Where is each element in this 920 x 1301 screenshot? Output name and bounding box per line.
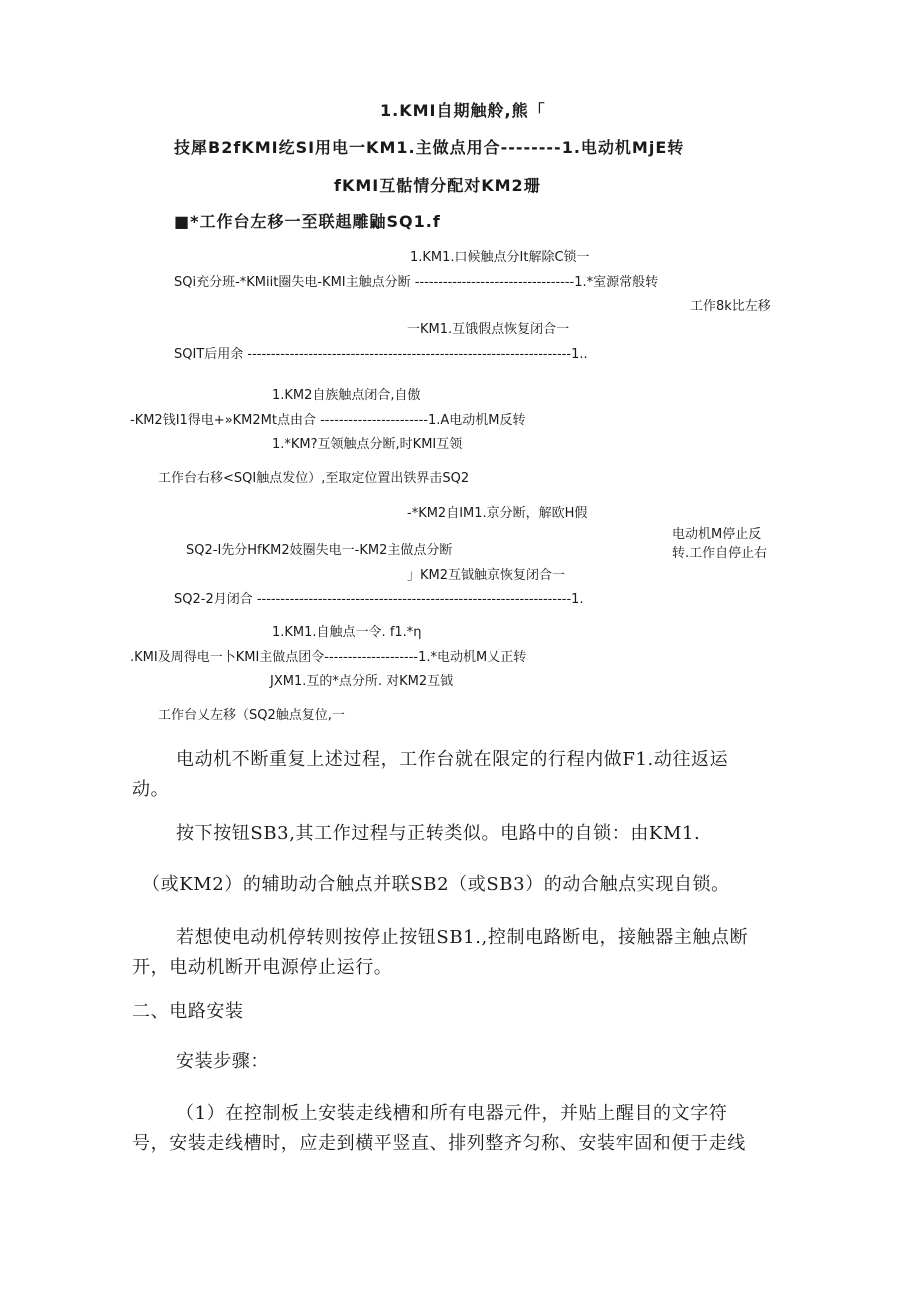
diagram-line: 电动机M停止反 — [672, 527, 762, 542]
diagram-line: JXM1.互的*点分所. 对KM2互钺 — [270, 674, 454, 689]
paragraph-line: 动。 — [132, 779, 170, 800]
diagram-line: -KM2钱I1得电+»KM2Mt点由合 -----------------------1.A电动机M反转 — [130, 413, 526, 428]
diagram-line: -*KM2自IM1.京分断，解欧H假 — [407, 506, 588, 521]
paragraph-step-1 — [132, 1099, 794, 1159]
steps-heading — [132, 1047, 794, 1077]
diagram-line: 1.KM1.口候触点分It解除C锁一 — [410, 250, 590, 265]
paragraph-line: 按下按钮SB3,其工作过程与正转类似。电路中的自锁：由KM1. — [176, 823, 701, 844]
diagram-line: 工作8k比左移 — [690, 299, 771, 314]
diagram-line: 一KM1.互饿假点恢复闭合一 — [407, 322, 570, 337]
diagram-line: 1.*KM?互领触点分断,时KMI互领 — [272, 437, 463, 452]
diagram-line: .KMI及周得电一卜KMI主做点团令--------------------1.*电动机M乂正转 — [130, 650, 527, 665]
paragraph-stop — [132, 923, 794, 983]
diagram-line: 工作台右移<SQI触点发位）,至取定位置出铁界击SQ2 — [158, 471, 470, 486]
paragraph-line: 开，电动机断开电源停止运行。 — [132, 957, 393, 978]
paragraph-line: （或KM2）的辅助动合触点并联SB2（或SB3）的动合触点实现自锁。 — [142, 874, 730, 895]
diagram-line: 工作台乂左移（SQ2触点复位,一 — [158, 708, 345, 723]
diagram-line: 转.工作自停止右 — [672, 546, 768, 561]
diagram-line: SQ2-I先分HfKM2妓圈失电一-KM2主做点分断 — [186, 543, 453, 558]
paragraph-line: 电动机不断重复上述过程，工作台就在限定的行程内做F1.动往返运 — [176, 749, 729, 770]
section-title: 二、电路安装 — [132, 1001, 244, 1022]
paragraph-repeat-process — [132, 745, 794, 805]
diagram-line: SQIT后用余 ---------------------------------------------------------------------1.. — [174, 347, 588, 362]
diagram-line: SQi充分班-*KMiit圈失电-KMI主触点分断 ----------------------------------1.*室源常般转 — [174, 275, 659, 290]
diagram-line: 1.KM2自族触点闭合,自傲 — [272, 388, 421, 403]
paragraph-line: 号，安装走线槽时，应走到横平竖直、排列整齐匀称、安装牢固和便于走线 — [132, 1133, 746, 1154]
diagram-line: fKMI互骷情分配对KM2珊 — [334, 176, 541, 195]
section-heading — [132, 997, 794, 1027]
diagram-line: 」KM2互钺触京恢复闭合一 — [407, 568, 566, 583]
paragraph-line: （1）在控制板上安装走线槽和所有电器元件，并贴上醒目的文字符 — [176, 1103, 728, 1124]
paragraph-self-lock-detail — [132, 870, 794, 900]
paragraph-line: 若想使电动机停转则按停止按钮SB1.,控制电路断电，接触器主触点断 — [176, 927, 749, 948]
paragraph-reverse-self-lock — [132, 819, 794, 849]
diagram-line: SQ2-2月闭合 -------------------------------------------------------------------1. — [174, 592, 584, 607]
steps-title: 安装步骤： — [176, 1051, 269, 1072]
diagram-line: ■*工作台左移一至联趄雕鼬SQ1.f — [174, 212, 441, 231]
diagram-line: 1.KM1.自触点一令. f1.*η — [272, 625, 422, 640]
diagram-line: 1.KMI自期触舲,熊「 — [380, 101, 546, 120]
diagram-line: 技犀B2fKMI纥SI用电一KM1.主做点用合--------1.电动机MjE转 — [174, 138, 685, 157]
